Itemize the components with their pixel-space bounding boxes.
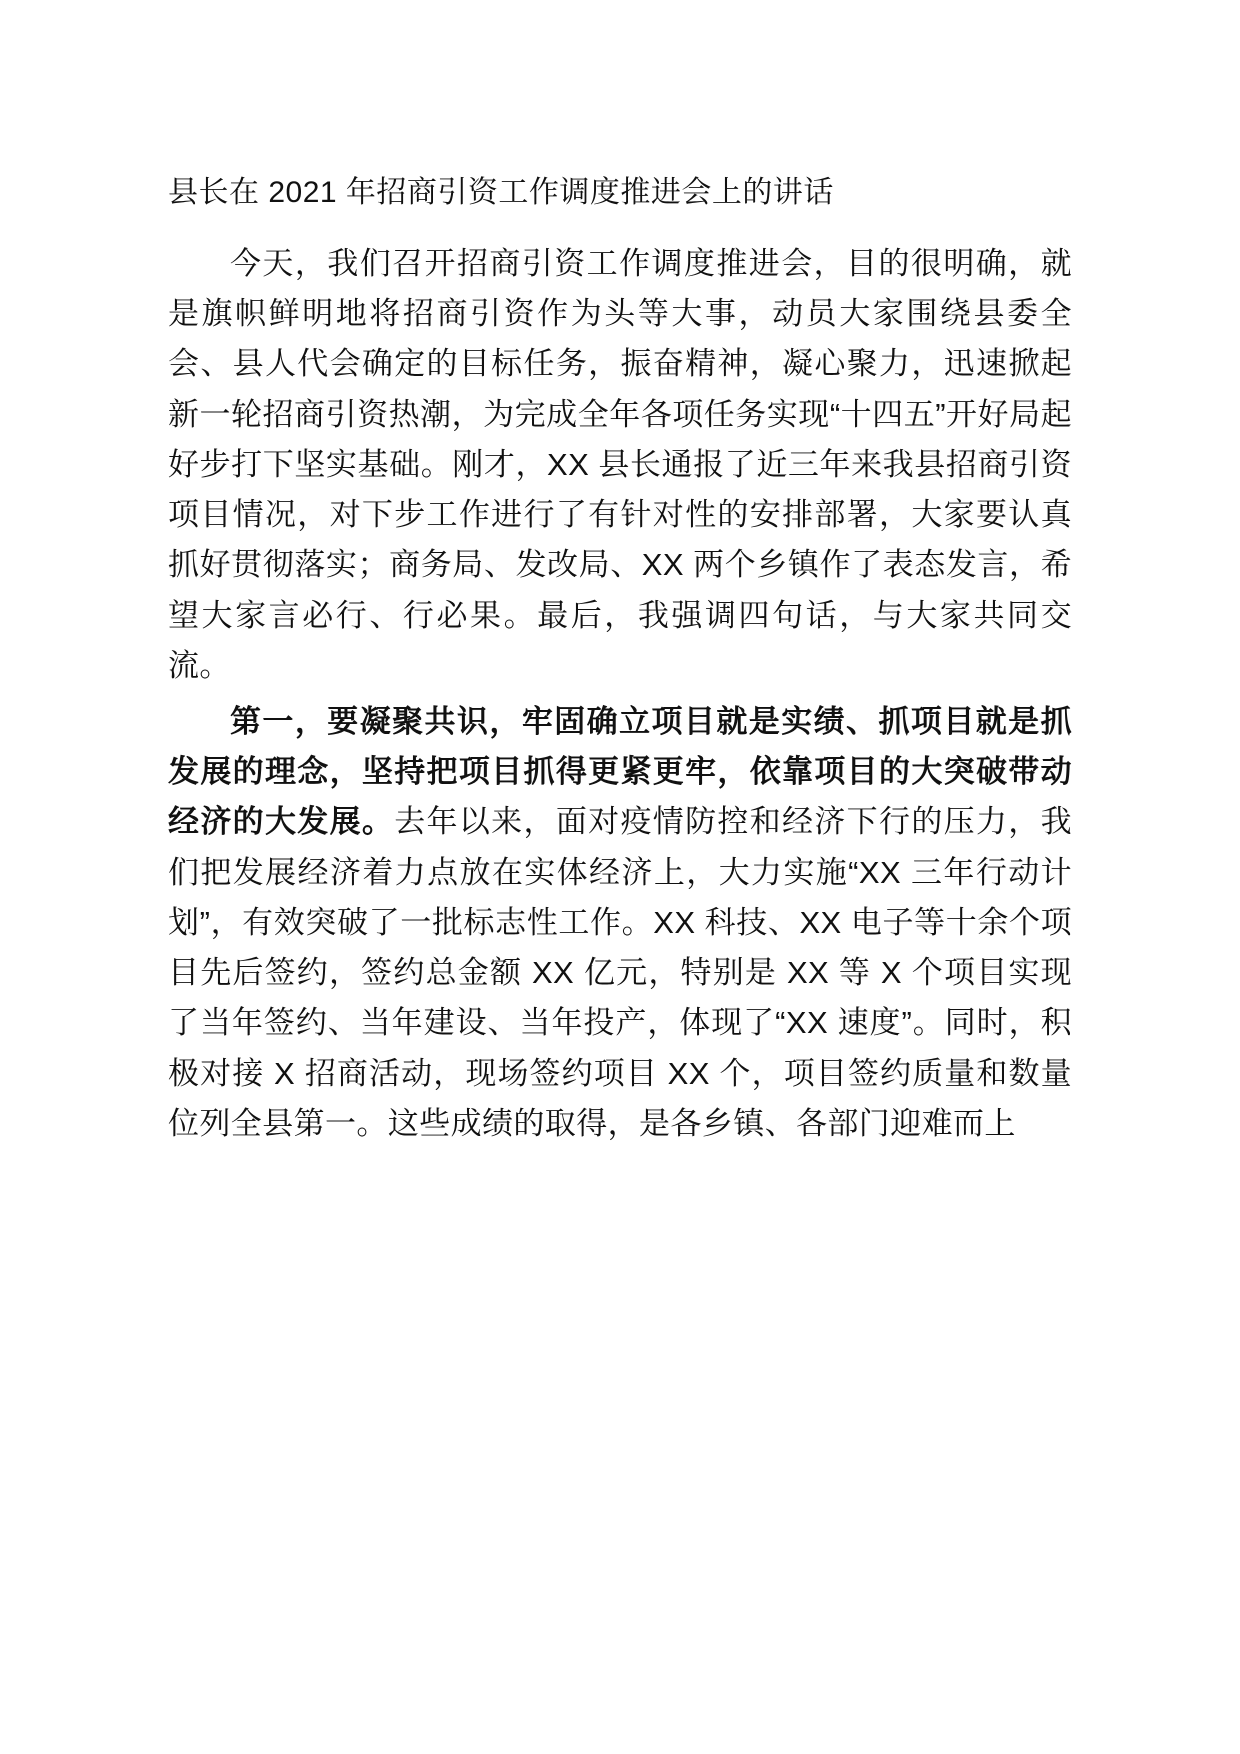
page-title: 县长在 2021 年招商引资工作调度推进会上的讲话 xyxy=(168,176,834,209)
paragraph-2 xyxy=(168,697,1072,1149)
paragraph-2-text: 去年以来，面对疫情防控和经济下行的压力，我们把发展经济着力点放在实体经济上，大力实施“XX 三年行动计划”，有效突破了一批标志性工作。XX 科技、XX 电子等十余个项目先后签约，签约总金额 XX 亿元，特别是 XX 等 X 个项目实现了当年签约、当年建设、当年投产，体现了“XX 速度”。同时，积极对接 X 招商活动，现场签约项目 XX 个，项目签约质量和数量位列全县第一。这些成绩的取得，是各乡镇、各部门迎难而上 xyxy=(168,804,1072,1141)
paragraph-2-lead: 第一，要凝聚共识，牢固确立项目就是实绩、抓项目就是抓发展的理念，坚持把项目抓得更紧更牢，依靠项目的大突破带动经济的大发展。 xyxy=(168,703,1072,840)
paragraph-1-text: 今天，我们召开招商引资工作调度推进会，目的很明确，就是旗帜鲜明地将招商引资作为头等大事，动员大家围绕县委全会、县人代会确定的目标任务，振奋精神，凝心聚力，迅速掀起新一轮招商引资热潮，为完成全年各项任务实现“十四五”开好局起好步打下坚实基础。刚才，XX 县长通报了近三年来我县招商引资项目情况，对下步工作进行了有针对性的安排部署，大家要认真抓好贯彻落实；商务局、发改局、XX 两个乡镇作了表态发言，希望大家言必行、行必果。最后，我强调四句话，与大家共同交流。 xyxy=(168,246,1072,683)
paragraph-1 xyxy=(168,239,1072,691)
